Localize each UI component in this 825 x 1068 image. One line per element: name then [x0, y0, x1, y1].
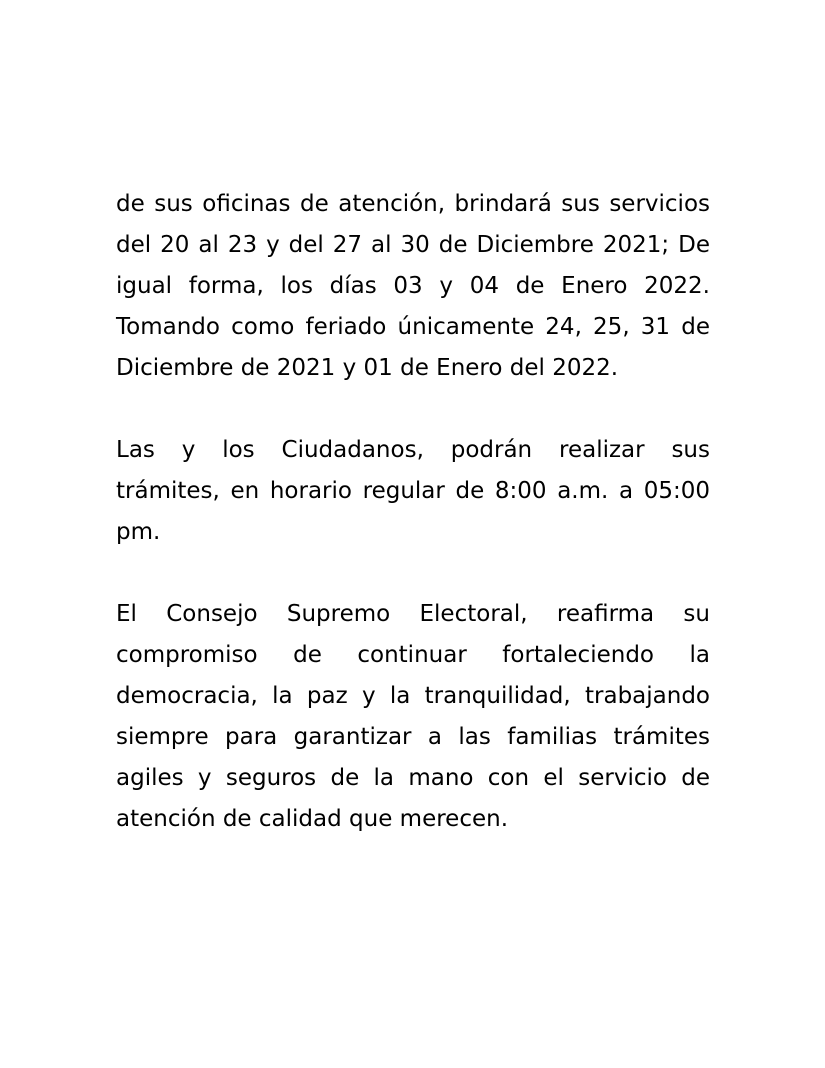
text-line: compromiso de continuar fortaleciendo la	[116, 642, 710, 668]
paragraph-hours	[116, 430, 710, 553]
text-line: El Consejo Supremo Electoral, reafirma su	[116, 601, 710, 627]
document-body	[116, 184, 710, 881]
paragraph-commitment	[116, 594, 710, 840]
paragraph-schedule	[116, 184, 710, 389]
text-line: Tomando como feriado únicamente 24, 25, 31 de	[116, 314, 710, 340]
text-line: agiles y seguros de la mano con el servicio de	[116, 765, 710, 791]
text-line: atención de calidad que merecen.	[116, 806, 508, 832]
text-line: igual forma, los días 03 y 04 de Enero 2022.	[116, 273, 710, 299]
text-line: trámites, en horario regular de 8:00 a.m. a 05:00	[116, 478, 710, 504]
text-line: del 20 al 23 y del 27 al 30 de Diciembre 2021; De	[116, 232, 710, 258]
text-line: Diciembre de 2021 y 01 de Enero del 2022.	[116, 355, 619, 381]
text-line: democracia, la paz y la tranquilidad, trabajando	[116, 683, 710, 709]
text-line: siempre para garantizar a las familias trámites	[116, 724, 710, 750]
text-line: pm.	[116, 519, 161, 545]
text-line: Las y los Ciudadanos, podrán realizar sus	[116, 437, 710, 463]
text-line: de sus oficinas de atención, brindará sus servicios	[116, 191, 710, 217]
